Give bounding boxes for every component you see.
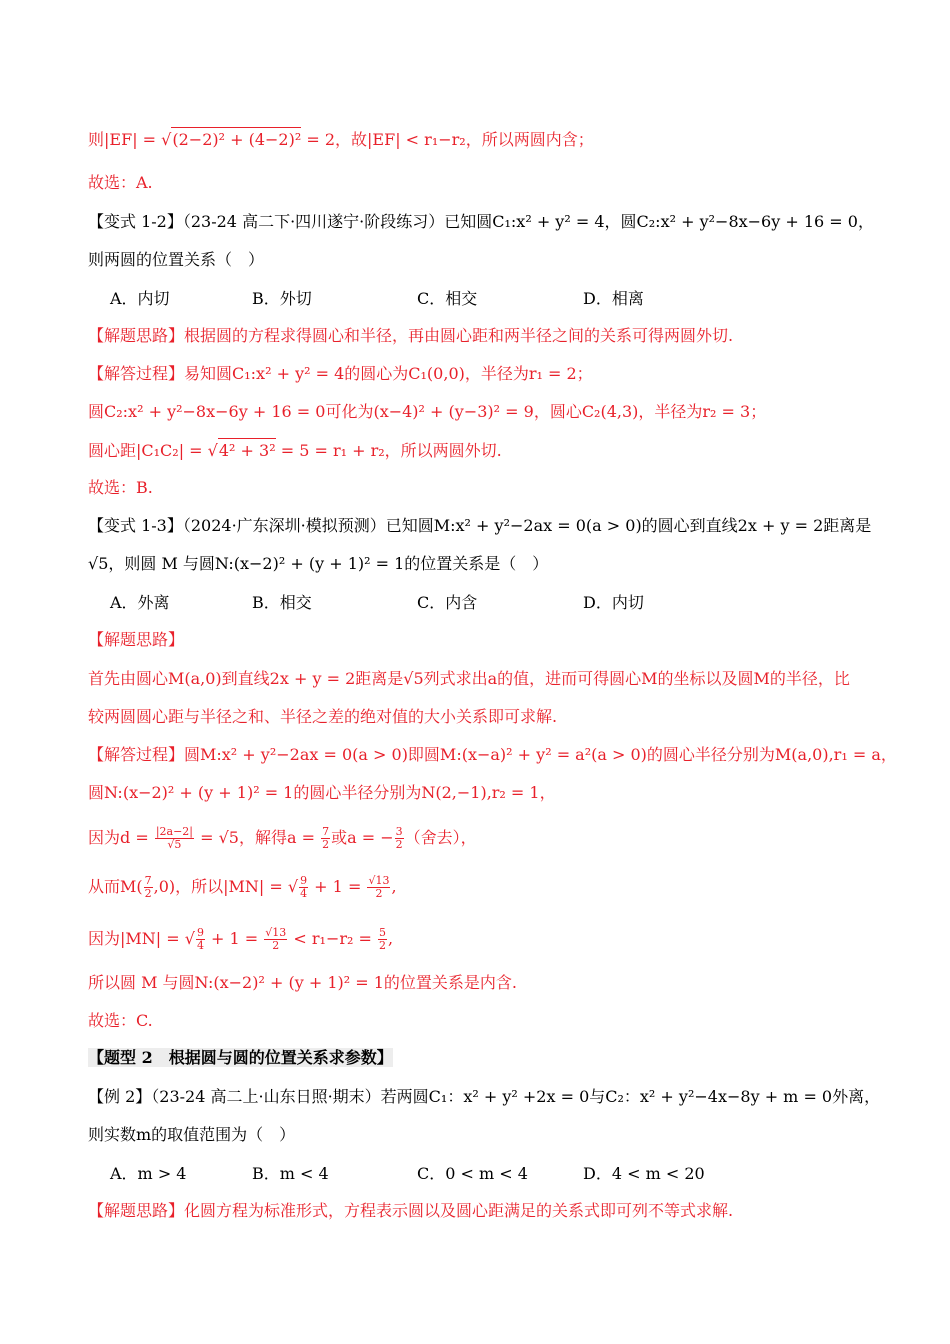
numerator: 9	[196, 926, 204, 939]
radicand: 4² + 3²	[218, 438, 276, 463]
fraction	[367, 875, 390, 900]
numerator: 7	[144, 874, 152, 887]
fraction	[144, 875, 153, 900]
text-segment: 则	[88, 130, 105, 149]
denominator: 2	[395, 838, 403, 851]
formula-segment: < r₁−r₂ =	[288, 929, 377, 948]
question-header-1-2	[88, 210, 874, 234]
formula-segment: + 1 =	[309, 877, 367, 896]
question-text-line: 则实数m的取值范围为（ ）	[88, 1125, 296, 1144]
fraction	[196, 927, 205, 952]
denominator: 2	[144, 887, 152, 900]
section-heading-text: 【题型 2 根据圆与圆的位置关系求参数】	[88, 1048, 393, 1067]
option-c[interactable]: C．0 < m < 4	[417, 1164, 528, 1183]
formula-segment: = √5，解得a =	[195, 828, 321, 847]
option-d[interactable]: D．内切	[583, 593, 644, 612]
denominator: √5	[167, 838, 182, 851]
formula-segment: ,0)，所以|MN| = √	[153, 877, 299, 896]
example-header-2	[88, 1085, 881, 1109]
answer-line: 故选：A.	[88, 173, 153, 192]
question-header-1-3	[88, 514, 870, 538]
question-tag: 【变式 1-3】	[88, 516, 183, 535]
solution-line-mn	[88, 872, 870, 902]
solution-line-d	[88, 824, 870, 852]
question-text-line: 则两圆的位置关系（ ）	[88, 250, 265, 269]
solution-line: 首先由圆心M(a,0)到直线2x + y = 2距离是√5列式求出a的值，进而可得圆心M的坐标以及圆M的半径，比	[88, 669, 850, 688]
option-b[interactable]: B．外切	[252, 289, 312, 308]
option-b[interactable]: B．m < 4	[252, 1164, 329, 1183]
solution-process: 【解答过程】易知圆C₁:x² + y² = 4的圆心为C₁(0,0)，半径为r₁ = 2；	[88, 364, 593, 383]
fraction	[395, 826, 404, 851]
denominator: 2	[272, 939, 280, 952]
solution-line: 较两圆圆心距与半径之和、半径之差的绝对值的大小关系即可求解.	[88, 707, 558, 726]
question-text: （23-24 高二上·山东日照·期末）若两圆C₁：x² + y² +2x = 0与C₂：x² + y²−4x−8y + m = 0外离，	[151, 1087, 881, 1106]
solution-conclusion: 所以圆 M 与圆N:(x−2)² + (y + 1)² = 1的位置关系是内含.	[88, 973, 518, 992]
denominator: 4	[300, 887, 308, 900]
option-a[interactable]: A．内切	[110, 289, 170, 308]
formula-segment: （舍去），	[404, 828, 477, 847]
solution-line: 圆C₂:x² + y²−8x−6y + 16 = 0可化为(x−4)² + (y−3)² = 9，圆心C₂(4,3)，半径为r₂ = 3；	[88, 402, 767, 421]
option-b[interactable]: B．相交	[252, 593, 312, 612]
formula-segment: |EF| = √	[104, 130, 172, 149]
option-a[interactable]: A．外离	[110, 593, 170, 612]
formula-segment: 圆心距|C₁C₂| = √	[88, 441, 218, 460]
numerator: √13	[265, 926, 287, 939]
solution-process: 【解答过程】圆M:x² + y²−2ax = 0(a > 0)即圆M:(x−a)² + y² = a²(a > 0)的圆心半径分别为M(a,0),r₁ = a，	[88, 745, 897, 764]
numerator: 5	[379, 926, 386, 939]
numerator: √13	[368, 874, 390, 887]
option-c[interactable]: C．相交	[417, 289, 478, 308]
numerator: 9	[300, 874, 308, 887]
solution-idea: 【解题思路】	[88, 630, 185, 649]
solution-idea: 【解题思路】根据圆的方程求得圆心和半径，再由圆心距和两半径之间的关系可得两圆外切.	[88, 326, 734, 345]
option-d[interactable]: D．相离	[583, 289, 644, 308]
section-heading	[88, 1046, 393, 1070]
formula-segment: 或a = −	[331, 828, 394, 847]
fraction	[299, 875, 308, 900]
formula-segment: 因为d =	[88, 828, 154, 847]
solution-line: 圆N:(x−2)² + (y + 1)² = 1的圆心半径分别为N(2,−1),r₂ = 1，	[88, 783, 556, 802]
fraction	[378, 927, 387, 952]
solution-line-ef	[88, 127, 870, 152]
solution-line	[88, 438, 870, 463]
numerator: 3	[395, 825, 403, 838]
numerator: |2a−2|	[155, 825, 194, 838]
formula-segment: + 1 =	[205, 929, 264, 948]
radicand: (2−2)² + (4−2)²	[171, 127, 301, 152]
formula-segment: = 2，故|EF| < r₁−r₂，所以两圆内含；	[301, 130, 594, 149]
fraction	[155, 826, 194, 851]
solution-idea: 【解题思路】化圆方程为标准形式，方程表示圆以及圆心距满足的关系式即可列不等式求解.	[88, 1201, 734, 1220]
question-tag: 【例 2】	[88, 1087, 152, 1106]
formula-segment: ,	[388, 929, 394, 948]
formula-segment: ,	[391, 877, 397, 896]
option-d[interactable]: D．4 < m < 20	[583, 1164, 705, 1183]
formula-segment: 从而M(	[88, 877, 143, 896]
answer-line: 故选：C.	[88, 1011, 153, 1030]
option-a[interactable]: A．m > 4	[110, 1164, 187, 1183]
denominator: 2	[375, 887, 383, 900]
question-tag: 【变式 1-2】	[88, 212, 183, 231]
option-c[interactable]: C．内含	[417, 593, 478, 612]
formula-segment: 因为|MN| = √	[88, 929, 195, 948]
denominator: 2	[379, 939, 386, 952]
question-text-line: √5，则圆 M 与圆N:(x−2)² + (y + 1)² = 1的位置关系是（ ）	[88, 554, 549, 573]
fraction	[264, 927, 287, 952]
question-text: （2024·广东深圳·模拟预测）已知圆M:x² + y²−2ax = 0(a > 0)的圆心到直线2x + y = 2距离是	[182, 516, 872, 535]
numerator: 7	[322, 825, 330, 838]
question-text: （23-24 高二下·四川遂宁·阶段练习）已知圆C₁:x² + y² = 4，圆C₂:x² + y²−8x−6y + 16 = 0，	[182, 212, 874, 231]
fraction	[321, 826, 330, 851]
formula-segment: = 5 = r₁ + r₂，所以两圆外切.	[275, 441, 502, 460]
solution-line-compare	[88, 924, 870, 954]
answer-line: 故选：B.	[88, 478, 153, 497]
denominator: 4	[196, 939, 204, 952]
denominator: 2	[322, 838, 330, 851]
